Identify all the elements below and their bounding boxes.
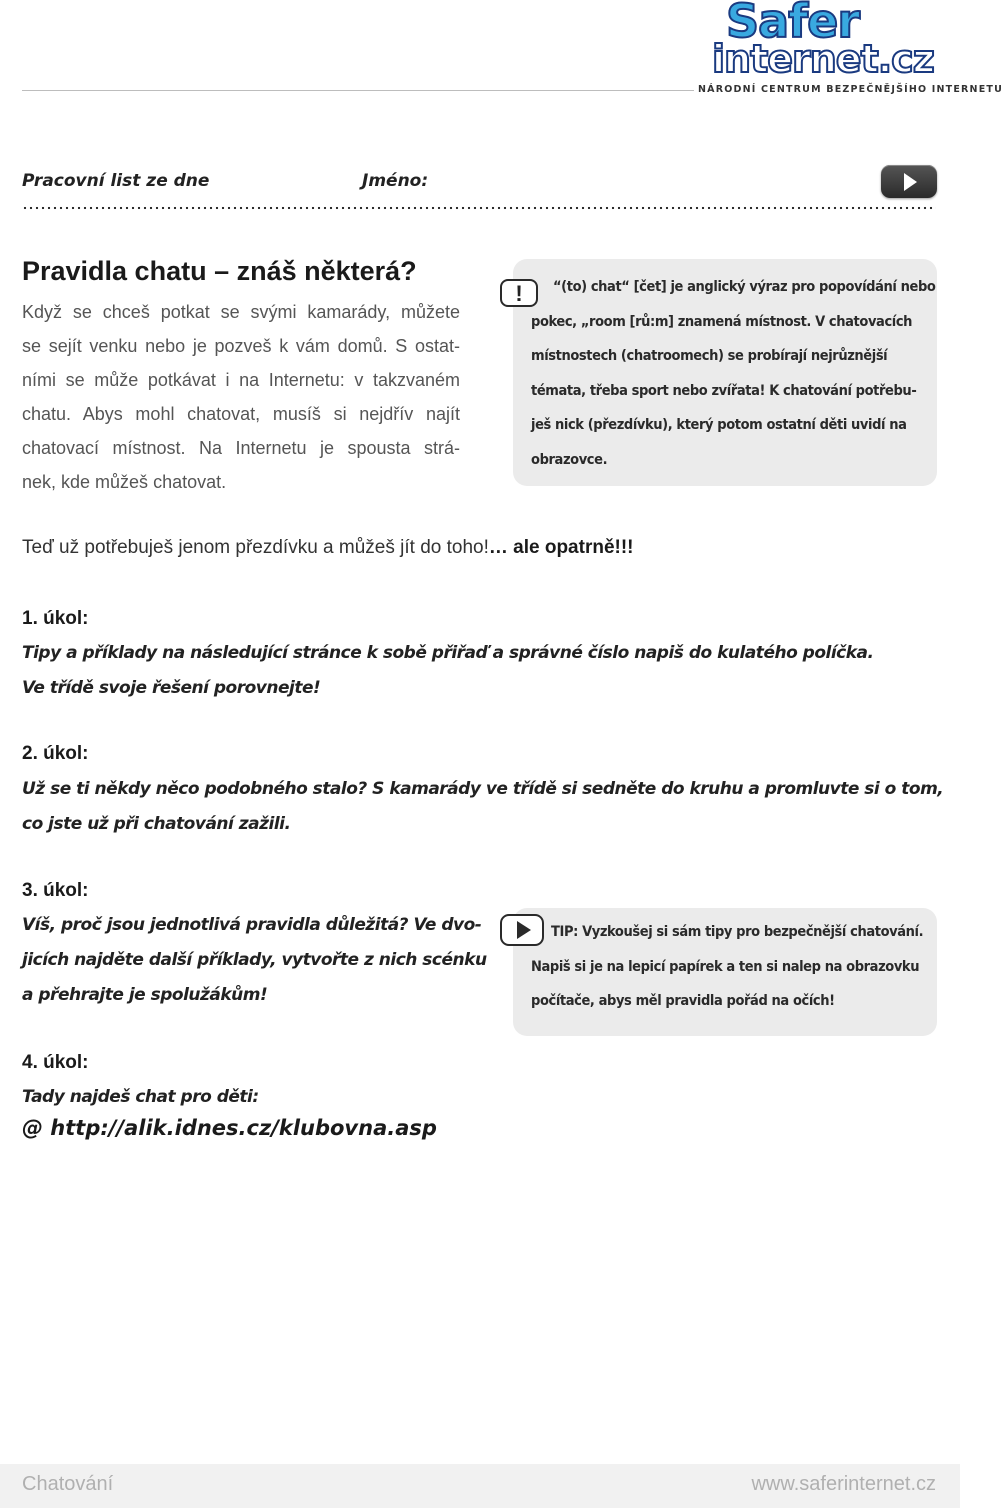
date-label: Pracovní list ze dne [22,171,210,191]
task-1-text [22,636,873,706]
chat-url-link[interactable]: @ http://alik.idnes.cz/klubovna.asp [22,1116,437,1140]
info-line: ješ nick (přezdívku), který potom ostatní děti uvidí na [531,417,907,433]
name-label: Jméno: [362,171,429,191]
intro-line: chatovací místnost. Na Internetu je spousta strá- [22,438,460,458]
tip-line: Napiš si je na lepicí papírek a ten si nalep na obrazovku [531,958,920,975]
intro-line: se sejít venku nebo je pozveš k vám domů. S ostat- [22,336,460,356]
task-line: Už se ti někdy něco podobného stalo? S kamarády ve třídě si sedněte do kruhu a promluvte si o tom, [22,779,944,799]
logo-tagline: NÁRODNÍ CENTRUM BEZPEČNĚJŠÍHO INTERNETU [698,84,1003,95]
intro-line: ními se může potkávat i na Internetu: v takzvaném [22,370,460,390]
task-4-text [22,1080,259,1115]
intro-paragraph [22,295,460,499]
task-4-heading: 4. úkol: [22,1052,89,1073]
saferinternet-logo [698,0,1003,95]
task-2-text [22,772,943,842]
top-divider [22,90,694,91]
task-line: Víš, proč jsou jednotlivá pravidla důležitá? Ve dvo- [22,915,482,935]
play-icon [881,165,937,198]
task-line: Ve třídě svoje řešení porovnejte! [22,678,321,698]
info-box-text [531,270,936,477]
task-line: Tipy a příklady na následující stránce k sobě přiřaď a správné číslo napiš do kulatého políčka. [22,643,874,663]
info-line: pokec, „room [rů:m] znamená místnost. V chatovacích [531,313,913,330]
task-1-heading: 1. úkol: [22,608,89,629]
intro-line: Když se chceš potkat se svými kamarády, můžete [22,302,460,322]
tip-line: počítače, abys měl pravidla pořád na očích! [531,993,835,1009]
task-3-text [22,908,487,1013]
info-line: “(to) chat“ [čet] je anglický výraz pro popovídání nebo [553,279,936,295]
task-line: co jste už při chatování zažili. [22,814,291,834]
logo-word-internet: internet.cz [712,37,934,81]
now-line [22,537,634,559]
info-line: místnostech (chatroomech) se probírají nejrůznější [531,348,888,364]
page-title: Pravidla chatu – znáš některá? [22,256,417,286]
footer-website-link[interactable]: www.saferinternet.cz [751,1473,936,1495]
info-line: témata, třeba sport nebo zvířata! K chatování potřebu- [531,382,917,399]
exclamation-glyph: ! [515,281,523,306]
info-line: obrazovce. [531,451,608,468]
tip-line: TIP: Vyzkoušej si sám tipy pro bezpečnější chatování. [551,924,924,940]
intro-line: chatu. Abys mohl chatovat, musíš si nejdřív najít [22,404,460,424]
now-line-text: Teď už potřebuješ jenom přezdívku a můžeš jít do toho! [22,537,489,558]
tip-box-text [531,915,926,1019]
task-2-heading: 2. úkol: [22,743,89,764]
task-line: a přehrajte je spolužákům! [22,985,268,1005]
logo-word-safer: Safer [726,0,860,48]
task-line: jicích najděte další příklady, vytvořte z nich scénku [22,950,487,970]
dotted-fill-line [22,205,936,211]
footer-topic: Chatování [22,1473,114,1495]
task-line: Tady najdeš chat pro děti: [22,1087,259,1107]
intro-line: nek, kde můžeš chatovat. [22,472,227,492]
now-line-emphasis: … ale opatrně!!! [488,537,634,558]
task-3-heading: 3. úkol: [22,880,89,901]
